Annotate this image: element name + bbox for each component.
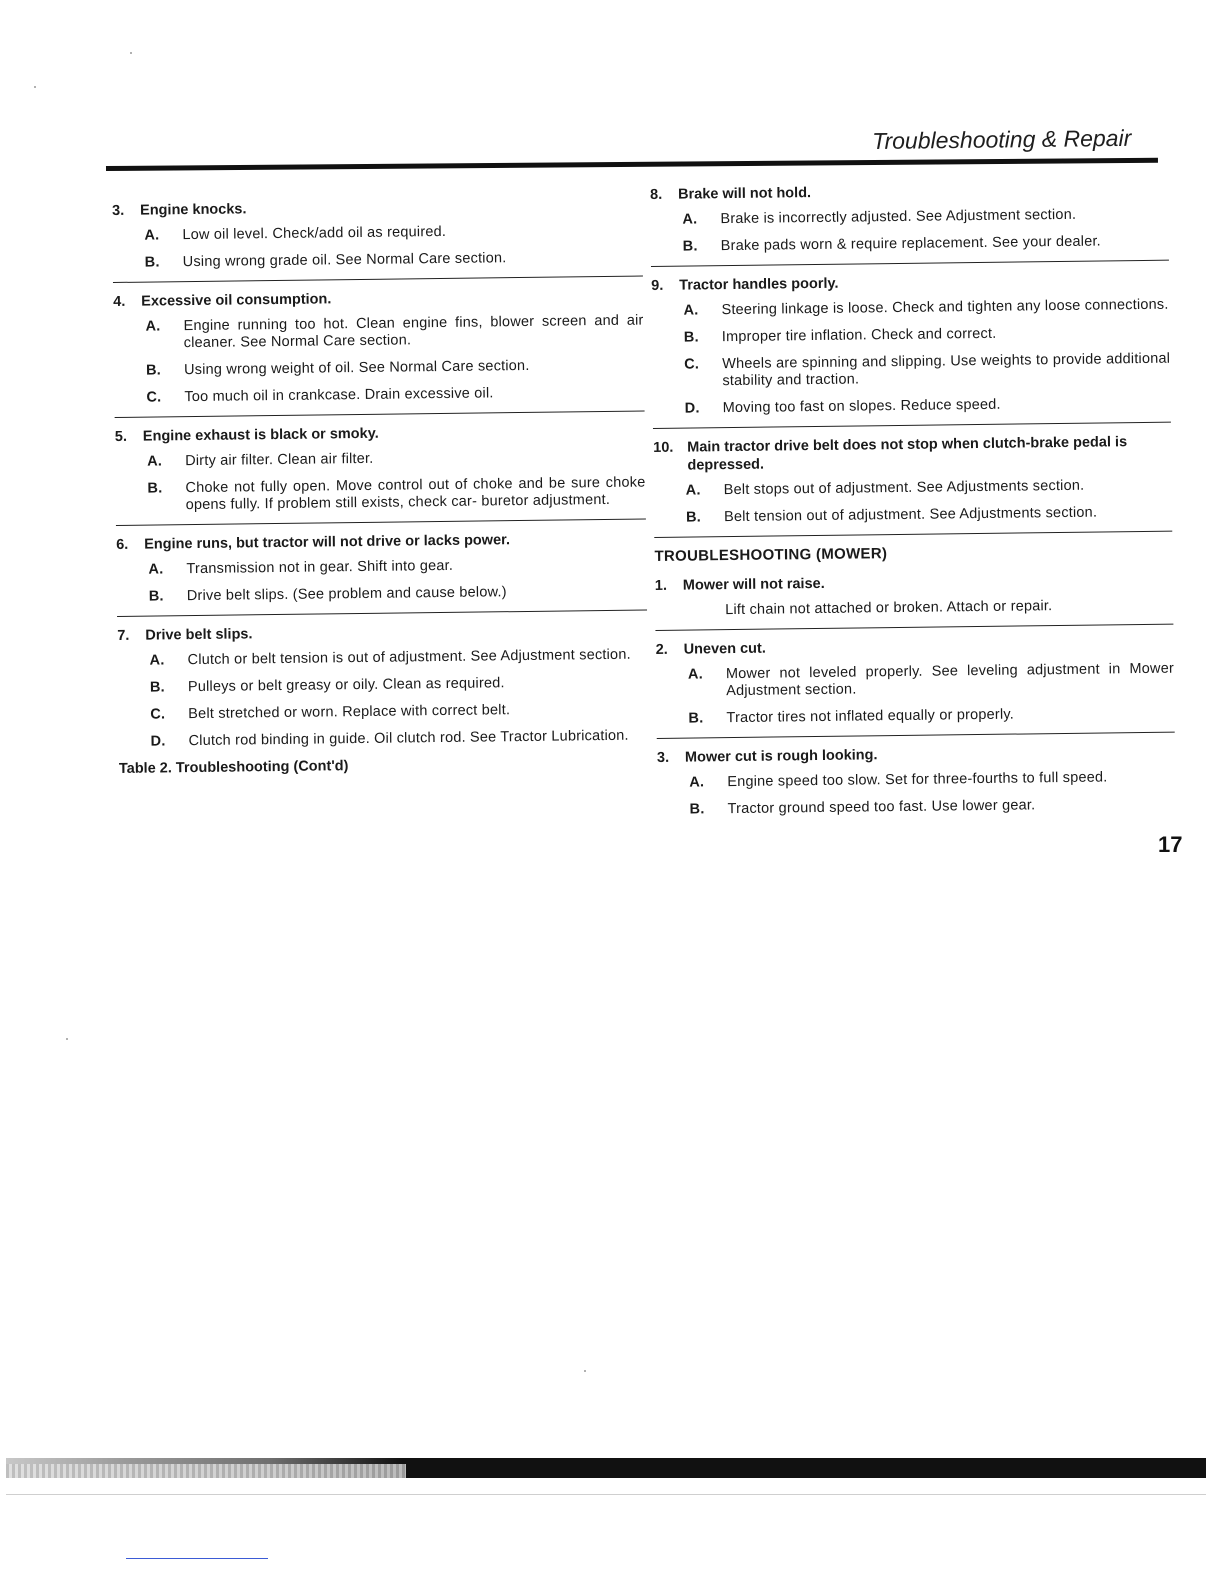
cause-item [684, 351, 1170, 391]
cause-letter: B. [682, 238, 698, 255]
cause-letter: B. [144, 254, 160, 271]
problem-number: 3. [656, 749, 670, 766]
cause-item [147, 448, 645, 471]
cause-letter: B. [685, 509, 702, 526]
problem-item [651, 271, 1171, 429]
problem-number: 3. [112, 202, 125, 219]
problem-number: 4. [113, 293, 126, 310]
problem-title: Brake will not hold. [678, 185, 812, 203]
link-underline [126, 1558, 268, 1559]
cause-letter: D. [150, 733, 166, 750]
problem-title: Excessive oil consumption. [141, 291, 332, 310]
cause-item [686, 504, 1172, 527]
cause-letter: A. [687, 666, 703, 683]
cause-letter: B. [148, 588, 164, 605]
cause-letter: A. [685, 482, 701, 499]
cause-text: Brake pads worn & require replacement. See your dealer. [720, 233, 1101, 255]
cause-text: Clutch or belt tension is out of adjustment. See Adjustment section. [187, 646, 631, 669]
right-column [650, 180, 1176, 829]
cause-letter: B. [145, 362, 162, 379]
problem-item [656, 635, 1175, 739]
cause-text: Brake is incorrectly adjusted. See Adjustment section. [720, 206, 1077, 228]
problem-title: Engine knocks. [140, 201, 247, 219]
page-title: Troubleshooting & Repair [872, 124, 1132, 154]
cause-item [144, 222, 642, 245]
problem-item [655, 571, 1174, 631]
separator-rule [655, 624, 1173, 631]
problem-title: Mower will not raise. [682, 575, 825, 594]
problem-heading [655, 571, 1173, 595]
problem-title: Drive belt slips. [145, 626, 253, 644]
cause-item [725, 597, 1173, 619]
cause-text: Moving too fast on slopes. Reduce speed. [722, 396, 1001, 417]
cause-item [150, 700, 648, 723]
problem-heading [651, 271, 1169, 295]
problem-heading [656, 635, 1174, 659]
separator-rule [116, 519, 646, 526]
bottom-band-texture [6, 1464, 406, 1478]
bottom-rule [6, 1494, 1206, 1495]
cause-text: Lift chain not attached or broken. Attach or repair. [725, 598, 1053, 619]
cause-text: Engine running too hot. Clean engine fins, blower screen and air cleaner. See Normal Care section. [183, 312, 644, 352]
cause-letter: C. [146, 389, 162, 406]
separator-rule [113, 276, 643, 283]
cause-item [146, 384, 644, 407]
problem-number: 5. [114, 428, 128, 445]
cause-item [683, 297, 1169, 320]
problem-heading [650, 180, 1168, 204]
cause-item [145, 249, 643, 272]
cause-item [689, 769, 1175, 792]
problem-title: Uneven cut. [683, 640, 766, 658]
cause-item [150, 673, 648, 696]
problem-item [116, 530, 647, 617]
cause-item [150, 727, 648, 750]
problem-heading [117, 620, 647, 644]
cause-item [145, 313, 643, 353]
cause-item [690, 796, 1176, 819]
problem-title: Main tractor drive belt does not stop when clutch-brake pedal is depressed. [687, 434, 1128, 474]
cause-letter: B. [688, 710, 704, 727]
cause-text: Low oil level. Check/add oil as required. [182, 223, 447, 244]
separator-rule [651, 260, 1169, 267]
problem-title: Tractor handles poorly. [679, 275, 839, 294]
problem-title: Engine runs, but tractor will not drive or lacks power. [144, 532, 511, 553]
cause-item [682, 206, 1168, 229]
cause-text: Belt tension out of adjustment. See Adjustments section. [723, 504, 1098, 526]
problem-number: 2. [655, 641, 668, 658]
cause-text: Using wrong weight of oil. See Normal Care section. [183, 357, 530, 379]
problem-item [112, 196, 643, 283]
table-caption: Table 2. Troubleshooting (Cont'd) [118, 758, 349, 777]
scan-speck [584, 1370, 586, 1372]
cause-letter: A. [149, 652, 165, 669]
problem-heading [116, 530, 646, 554]
cause-letter: C. [150, 706, 166, 723]
cause-letter: A. [683, 302, 699, 319]
problem-item [650, 180, 1169, 267]
problem-item [113, 287, 644, 418]
cause-text: Using wrong grade oil. See Normal Care section. [182, 250, 507, 271]
cause-text: Pulleys or belt greasy or oily. Clean as required. [187, 675, 505, 696]
cause-item [688, 705, 1174, 728]
cause-item [149, 582, 647, 605]
page-number: 17 [1158, 832, 1183, 857]
problem-title: Engine exhaust is black or smoky. [142, 425, 379, 445]
cause-letter: B. [149, 679, 165, 696]
problem-heading [653, 433, 1171, 475]
cause-letter: A. [144, 227, 160, 244]
cause-text: Belt stretched or worn. Replace with correct belt. [188, 702, 511, 723]
cause-item [683, 233, 1169, 256]
cause-text: Belt stops out of adjustment. See Adjustments section. [723, 477, 1085, 499]
separator-rule [117, 609, 647, 616]
problem-heading [115, 422, 645, 446]
cause-text: Transmission not in gear. Shift into gear. [186, 557, 454, 578]
cause-letter: B. [683, 329, 699, 346]
cause-text: Choke not fully open. Move control out of choke and be sure choke opens fully. If problem still exists, check car- buretor adjustment. [185, 474, 646, 514]
cause-item [684, 324, 1170, 347]
problem-number: 7. [117, 627, 130, 644]
problem-heading [657, 743, 1175, 767]
problem-item [653, 433, 1172, 538]
problem-title: Mower cut is rough looking. [684, 747, 878, 766]
cause-text: Tractor ground speed too fast. Use lower gear. [727, 797, 1036, 818]
cause-item [686, 477, 1172, 500]
cause-letter: A. [147, 453, 163, 470]
cause-text: Mower not leveled properly. See leveling adjustment in Mower Adjustment section. [725, 660, 1175, 700]
problem-item [117, 620, 648, 750]
cause-letter: A. [689, 774, 705, 791]
title-rule [106, 158, 1158, 171]
cause-item [147, 475, 645, 515]
cause-letter: B. [147, 480, 163, 497]
problem-number: 1. [654, 577, 668, 594]
problem-heading [113, 287, 643, 311]
problem-number: 10. [653, 439, 674, 456]
scan-speck [66, 1038, 68, 1040]
cause-text: Clutch rod binding in guide. Oil clutch rod. See Tractor Lubrication. [188, 727, 629, 750]
cause-text: Dirty air filter. Clean air filter. [185, 450, 374, 470]
problem-number: 9. [651, 277, 664, 294]
cause-letter: A. [145, 318, 161, 335]
cause-letter: A. [148, 561, 164, 578]
cause-text: Too much oil in crankcase. Drain excessive oil. [184, 385, 494, 406]
separator-rule [654, 531, 1172, 538]
left-column [112, 196, 649, 777]
problem-number: 8. [650, 186, 663, 203]
scan-speck [130, 52, 132, 54]
problem-number: 6. [116, 536, 129, 553]
cause-text: Improper tire inflation. Check and correct. [721, 325, 997, 346]
cause-item [148, 555, 646, 578]
cause-item [688, 661, 1174, 701]
cause-letter: D. [684, 400, 700, 417]
cause-letter: B. [689, 801, 705, 818]
problem-heading [112, 196, 642, 220]
cause-item [146, 357, 644, 380]
separator-rule [653, 422, 1171, 429]
cause-text: Drive belt slips. (See problem and cause below.) [186, 584, 507, 605]
cause-item [150, 646, 648, 669]
cause-text: Engine speed too slow. Set for three-fourths to full speed. [727, 769, 1108, 791]
cause-letter: C. [684, 356, 700, 373]
separator-rule [115, 411, 645, 418]
cause-text: Wheels are spinning and slipping. Use weights to provide additional stability and traction. [722, 350, 1171, 390]
scan-speck [34, 86, 36, 88]
separator-rule [657, 732, 1175, 739]
cause-text: Tractor tires not inflated equally or properly. [726, 706, 1015, 727]
cause-item [685, 395, 1171, 418]
cause-text: Steering linkage is loose. Check and tighten any loose connections. [721, 296, 1169, 319]
problem-item [657, 743, 1176, 819]
cause-letter: A. [682, 211, 698, 228]
problem-item [115, 422, 646, 526]
mower-section-heading: TROUBLESHOOTING (MOWER) [654, 545, 888, 565]
